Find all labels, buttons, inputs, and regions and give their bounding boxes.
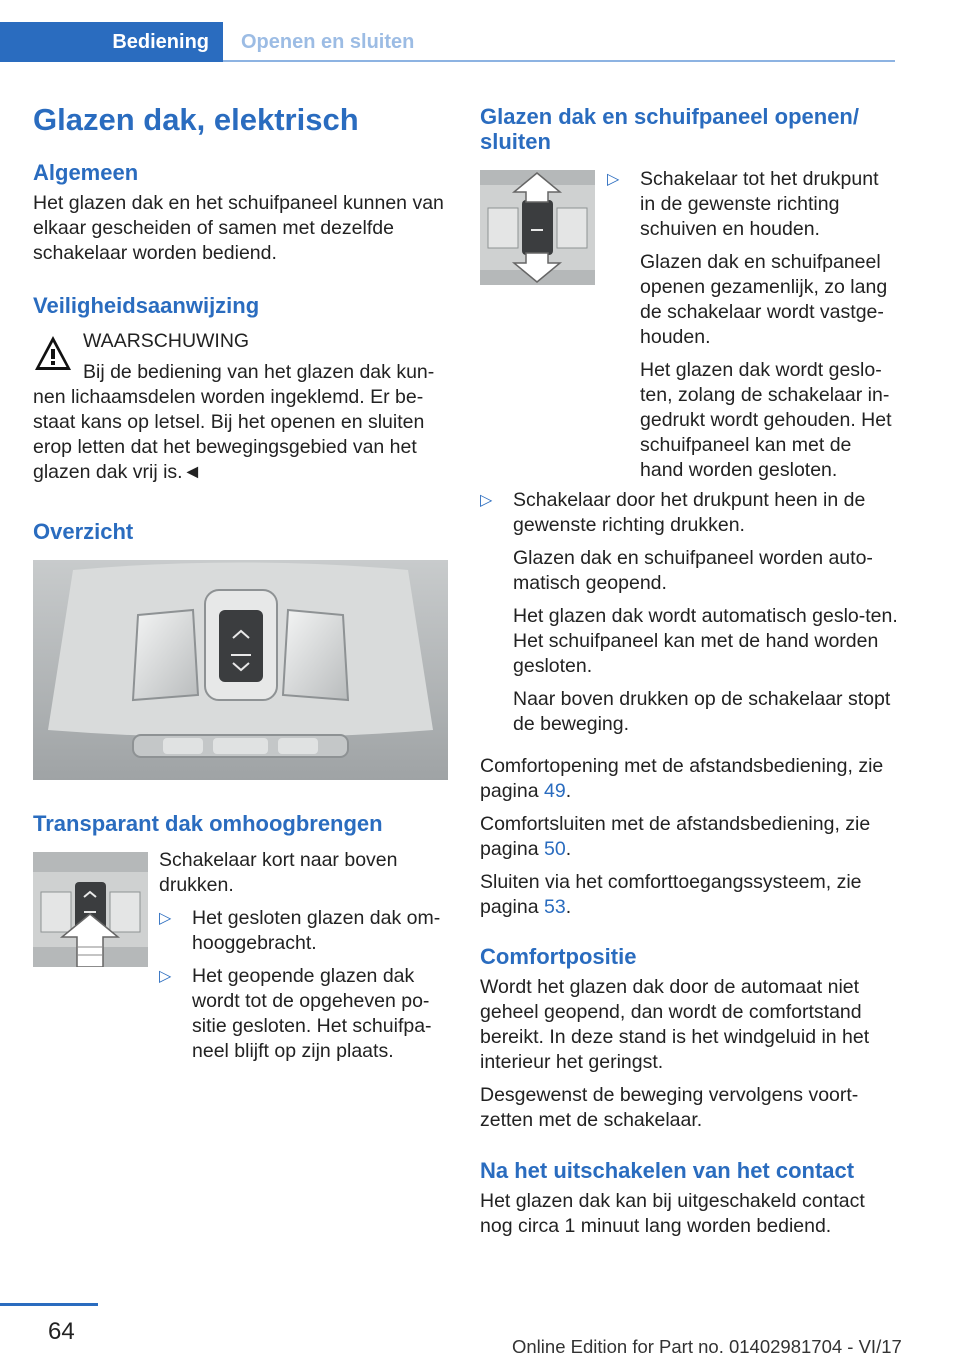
comfort1 [480,754,898,804]
section-na-uitschakelen [480,1158,898,1239]
na-heading: Na het uitschakelen van het contact [480,1158,855,1183]
open-bullet-2 [480,488,898,737]
section-algemeen [33,160,453,266]
edition-text: Online Edition for Part no. 01402981704 - VI/17 [512,1336,902,1357]
triangle-bullet-icon: ▷ [607,171,620,188]
comfort1-page-link[interactable]: 49 [543,780,566,802]
page-title: Glazen dak, elektrisch [33,102,359,137]
period: . [565,896,572,918]
warning-label: WAARSCHUWING [83,330,250,352]
page-number: 64 [48,1318,75,1345]
overview-photo [33,560,448,780]
comfortpositie-text: Wordt het glazen dak door de automaat niet geheel geopend, dan wordt de comfortstand bereikt. In deze stand is het windgeluid in het interieur het geringst. [480,976,870,1073]
section-veiligheid [33,293,453,318]
bullet2-p3: Het glazen dak wordt automatisch geslo-ten. Het schuifpaneel kan met de hand worden gesloten. [513,605,898,677]
tab-openen-en-sluiten[interactable]: Openen en sluiten [241,31,415,53]
open-bullet-1 [607,167,897,483]
overzicht-heading: Overzicht [33,519,134,544]
bullet2-p2: Glazen dak en schuifpaneel worden auto-matisch geopend. [513,547,873,594]
warning-block [33,329,453,485]
list-item [480,488,898,737]
transparant-intro: Schakelaar kort naar boven drukken. [159,849,398,896]
bullet1-p3: Het glazen dak wordt geslo-ten, zolang de schakelaar in-gedrukt wordt gehouden. Het schuifpaneel kan met de hand worden gesloten. [640,359,892,481]
comfort2 [480,812,898,862]
list-item [159,964,451,1064]
period: . [565,838,572,860]
list-item [159,906,451,956]
bullet1-p2: Glazen dak en schuifpaneel openen gezamenlijk, zo lang de schakelaar wordt vastge-houden. [640,251,888,348]
comfort1-text: Comfortopening met de afstandsbediening, zie pagina [480,755,884,802]
bullet2-p4: Naar boven drukken op de schakelaar stopt de beweging. [513,688,891,735]
comfort3-text: Sluiten via het comforttoegangssysteem, zie pagina [480,871,862,918]
comfort3 [480,870,898,920]
transparant-heading: Transparant dak omhoogbrengen [33,811,383,836]
tab-underline [223,60,895,62]
section-transparant [33,811,453,836]
triangle-bullet-icon: ▷ [159,968,172,985]
veiligheid-heading: Veiligheidsaanwijzing [33,293,260,318]
algemeen-text: Het glazen dak en het schuifpaneel kunnen van elkaar gescheiden of samen met dezelfde schakelaar worden bediend. [33,192,444,264]
bullet2-title: Schakelaar door het drukpunt heen in de gewenste richting drukken. [513,489,866,536]
na-text: Het glazen dak kan bij uitgeschakeld contact nog circa 1 minuut lang worden bediend. [480,1190,865,1237]
comfortpositie-text2: Desgewenst de beweging vervolgens voort-zetten met de schakelaar. [480,1084,859,1131]
comfort2-text: Comfortsluiten met de afstandsbediening, zie pagina [480,813,871,860]
list-item [607,167,897,483]
switch-up-photo [33,852,148,967]
section-comfortpositie [480,944,898,1133]
algemeen-heading: Algemeen [33,160,139,185]
tab-bediening[interactable]: Bediening [0,22,223,62]
header-tabs [0,22,895,62]
comfortpositie-heading: Comfortpositie [480,944,637,969]
footer-line [0,1303,98,1306]
triangle-bullet-icon: ▷ [480,492,493,509]
comfort2-page-link[interactable]: 50 [543,838,566,860]
section-openen [480,104,890,154]
transparant-bullet-2: Het geopende glazen dak wordt tot de opgeheven po-sitie gesloten. Het schuifpa-neel blijft op zijn plaats. [192,965,432,1062]
warning-text: Bij de bediening van het glazen dak kun-nen lichaamsdelen worden ingeklemd. Er be-staat kans op letsel. Bij het openen en sluiten erop letten dat het bewegingsgebied van het glazen dak vrij is.◄ [33,361,435,483]
transparant-bullet-1: Het gesloten glazen dak om-hooggebracht. [192,907,441,954]
bullet1-title: Schakelaar tot het drukpunt in de gewenste richting schuiven en houden. [640,168,879,240]
triangle-bullet-icon: ▷ [159,910,172,927]
switch-slide-photo [480,170,595,285]
transparant-content [159,848,451,1064]
section-overzicht [33,519,453,544]
open-heading: Glazen dak en schuifpaneel openen/ sluiten [480,104,859,154]
period: . [565,780,572,802]
comfort-references [480,754,898,920]
comfort3-page-link[interactable]: 53 [543,896,566,918]
